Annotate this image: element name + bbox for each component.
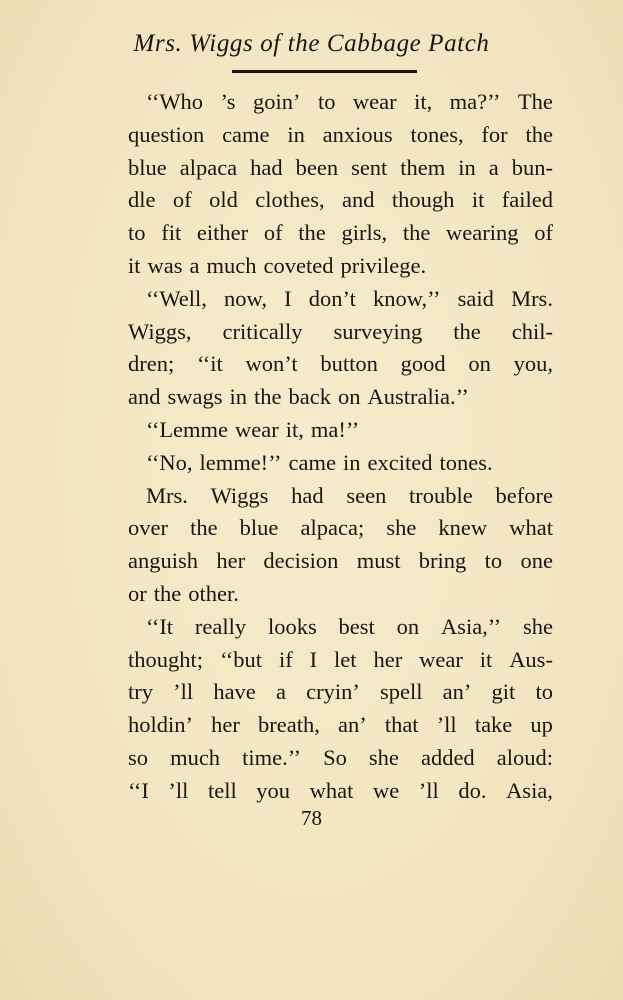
word: them bbox=[400, 154, 446, 180]
word: what bbox=[309, 777, 354, 803]
word: ma!’’ bbox=[310, 416, 360, 442]
word: the bbox=[402, 220, 431, 246]
word: an’ bbox=[442, 679, 472, 705]
word: other. bbox=[188, 580, 239, 606]
word: know,’’ bbox=[373, 285, 441, 311]
word: I bbox=[284, 285, 292, 311]
word: her bbox=[216, 548, 246, 574]
word: ’ll bbox=[168, 777, 189, 803]
word: what bbox=[509, 515, 553, 541]
word: it, bbox=[414, 89, 433, 114]
word: sent bbox=[351, 154, 388, 180]
word: and bbox=[128, 384, 161, 410]
word: excited bbox=[367, 449, 433, 475]
word: let bbox=[334, 646, 357, 672]
word: was bbox=[147, 252, 183, 278]
word: failed bbox=[501, 187, 553, 213]
word: if bbox=[278, 646, 293, 672]
running-head: Mrs. Wiggs of the Cabbage Patch bbox=[133, 30, 490, 57]
word: it bbox=[128, 252, 141, 278]
word: on bbox=[338, 384, 361, 410]
word: Mrs. bbox=[146, 482, 188, 508]
text-line bbox=[128, 86, 553, 119]
word: ’ll bbox=[173, 679, 194, 705]
text-line bbox=[128, 578, 553, 611]
text-line bbox=[128, 480, 553, 513]
word: though bbox=[391, 187, 455, 213]
word: decision bbox=[263, 548, 339, 574]
word: you bbox=[256, 777, 291, 803]
text-line bbox=[128, 348, 553, 381]
word: blue bbox=[128, 154, 167, 180]
word: Wiggs bbox=[210, 482, 269, 508]
word: dle bbox=[128, 187, 156, 213]
word: ‘‘It bbox=[146, 613, 174, 639]
word: really bbox=[194, 613, 247, 639]
word: Mrs. bbox=[511, 285, 553, 311]
word: up bbox=[530, 712, 553, 738]
word: good bbox=[400, 351, 446, 377]
word: git bbox=[491, 679, 516, 705]
word: either bbox=[196, 220, 249, 246]
word: bring bbox=[418, 548, 467, 574]
word: it, bbox=[285, 416, 304, 442]
text-line bbox=[128, 775, 553, 808]
word: so bbox=[128, 744, 149, 770]
word: Asia,’’ bbox=[440, 613, 502, 639]
word: on bbox=[396, 613, 420, 639]
word: tones. bbox=[439, 449, 493, 475]
word: to bbox=[317, 89, 336, 114]
word: ‘‘it bbox=[196, 351, 223, 377]
word: Wiggs, bbox=[128, 318, 192, 344]
word: blue bbox=[239, 515, 279, 541]
word: ’ll bbox=[418, 777, 439, 803]
word: ‘‘I bbox=[128, 777, 149, 803]
word: in bbox=[342, 449, 361, 475]
text-line bbox=[128, 217, 553, 250]
word: knew bbox=[438, 515, 488, 541]
word: said bbox=[457, 285, 494, 311]
word: and bbox=[342, 187, 375, 213]
word: time.’’ bbox=[242, 744, 302, 770]
word: spell bbox=[380, 679, 423, 705]
word: girls, bbox=[341, 220, 388, 246]
word: looks bbox=[267, 613, 317, 639]
word: tell bbox=[207, 777, 237, 803]
word: in bbox=[458, 154, 476, 180]
word: won’t bbox=[245, 351, 298, 377]
word: an’ bbox=[337, 712, 367, 738]
word: clothes, bbox=[255, 187, 325, 213]
word: Australia.’’ bbox=[367, 384, 469, 410]
word: the bbox=[254, 384, 282, 410]
word: of bbox=[534, 220, 553, 246]
text-line bbox=[128, 545, 553, 578]
word: much bbox=[170, 744, 221, 770]
word: a bbox=[275, 679, 286, 705]
word: anxious bbox=[322, 121, 393, 147]
text-line bbox=[128, 283, 553, 316]
text-line bbox=[128, 644, 553, 677]
word: bun- bbox=[511, 154, 553, 180]
word: wear bbox=[419, 646, 463, 672]
page-number: 78 bbox=[301, 806, 322, 830]
word: in bbox=[229, 384, 248, 410]
word: her bbox=[373, 646, 403, 672]
word: trouble bbox=[409, 482, 473, 508]
word: now, bbox=[224, 285, 267, 311]
word: of bbox=[172, 187, 192, 213]
word: came bbox=[288, 449, 336, 475]
word: of bbox=[263, 220, 283, 246]
word: aloud: bbox=[496, 744, 553, 770]
body-text bbox=[128, 86, 553, 808]
text-line bbox=[128, 152, 553, 185]
word: the bbox=[453, 318, 481, 344]
word: lemme!’’ bbox=[199, 449, 282, 475]
word: it bbox=[471, 187, 485, 213]
word: tones, bbox=[410, 121, 464, 147]
text-line bbox=[128, 414, 553, 447]
word: swags bbox=[167, 384, 223, 410]
word: take bbox=[474, 712, 513, 738]
word: much bbox=[206, 252, 257, 278]
text-line bbox=[128, 676, 553, 709]
text-line bbox=[128, 611, 553, 644]
word: seen bbox=[346, 482, 387, 508]
word: wear bbox=[352, 89, 397, 114]
word: privilege. bbox=[340, 252, 427, 278]
text-line bbox=[128, 119, 553, 152]
word: ‘‘but bbox=[219, 646, 263, 672]
word: she bbox=[368, 744, 399, 770]
word: Aus- bbox=[509, 646, 553, 672]
word: have bbox=[213, 679, 256, 705]
word: breath, bbox=[257, 712, 320, 738]
head-rule bbox=[232, 70, 417, 73]
word: to bbox=[128, 220, 146, 246]
word: Asia, bbox=[506, 777, 553, 803]
word: try bbox=[128, 679, 153, 705]
word: anguish bbox=[128, 548, 198, 574]
word: or bbox=[128, 580, 147, 606]
word: thought; bbox=[128, 646, 204, 672]
word: holdin’ bbox=[128, 712, 193, 738]
word: she bbox=[522, 613, 553, 639]
word: dren; bbox=[128, 351, 175, 377]
word: goin’ bbox=[252, 89, 301, 114]
word: old bbox=[209, 187, 238, 213]
word: had bbox=[291, 482, 324, 508]
word: wearing bbox=[446, 220, 519, 246]
word: alpaca; bbox=[300, 515, 365, 541]
text-line bbox=[128, 447, 553, 480]
word: critically bbox=[222, 318, 303, 344]
text-line bbox=[128, 316, 553, 349]
word: fit bbox=[161, 220, 182, 246]
word: must bbox=[356, 548, 401, 574]
word: the bbox=[190, 515, 218, 541]
word: added bbox=[420, 744, 475, 770]
word: in bbox=[287, 121, 305, 147]
text-line bbox=[128, 709, 553, 742]
text-line bbox=[128, 381, 553, 414]
word: ’s bbox=[220, 89, 236, 114]
word: alpaca bbox=[179, 154, 238, 180]
word: she bbox=[386, 515, 417, 541]
word: we bbox=[372, 777, 400, 803]
word: one bbox=[520, 548, 553, 574]
word: So bbox=[323, 744, 347, 770]
word: I bbox=[309, 646, 318, 672]
word: to bbox=[535, 679, 553, 705]
word: best bbox=[338, 613, 375, 639]
word: the bbox=[525, 121, 553, 147]
word: before bbox=[495, 482, 553, 508]
word: do. bbox=[458, 777, 487, 803]
word: ma?’’ bbox=[449, 89, 501, 114]
word: you, bbox=[513, 351, 553, 377]
word: for bbox=[481, 121, 508, 147]
word: been bbox=[295, 154, 339, 180]
word: the bbox=[153, 580, 182, 606]
word: came bbox=[222, 121, 270, 147]
word: ‘‘Lemme bbox=[146, 416, 229, 442]
word: chil- bbox=[511, 318, 553, 344]
word: question bbox=[128, 121, 205, 147]
word: button bbox=[320, 351, 378, 377]
word: The bbox=[517, 89, 553, 114]
word: back bbox=[288, 384, 331, 410]
word: on bbox=[468, 351, 491, 377]
word: ‘‘Who bbox=[146, 89, 204, 114]
word: it bbox=[479, 646, 493, 672]
text-line bbox=[128, 512, 553, 545]
word: surveying bbox=[333, 318, 423, 344]
word: her bbox=[211, 712, 240, 738]
word: ‘‘No, bbox=[146, 449, 193, 475]
word: wear bbox=[235, 416, 279, 442]
word: had bbox=[250, 154, 283, 180]
word: over bbox=[128, 515, 168, 541]
text-line bbox=[128, 742, 553, 775]
word: ’ll bbox=[436, 712, 457, 738]
word: cryin’ bbox=[306, 679, 360, 705]
text-line bbox=[128, 250, 553, 283]
word: a bbox=[189, 252, 200, 278]
word: a bbox=[488, 154, 499, 180]
word: to bbox=[484, 548, 503, 574]
word: don’t bbox=[308, 285, 356, 311]
text-line bbox=[128, 184, 553, 217]
word: that bbox=[384, 712, 419, 738]
word: the bbox=[298, 220, 326, 246]
word: ‘‘Well, bbox=[146, 285, 207, 311]
word: coveted bbox=[263, 252, 334, 278]
